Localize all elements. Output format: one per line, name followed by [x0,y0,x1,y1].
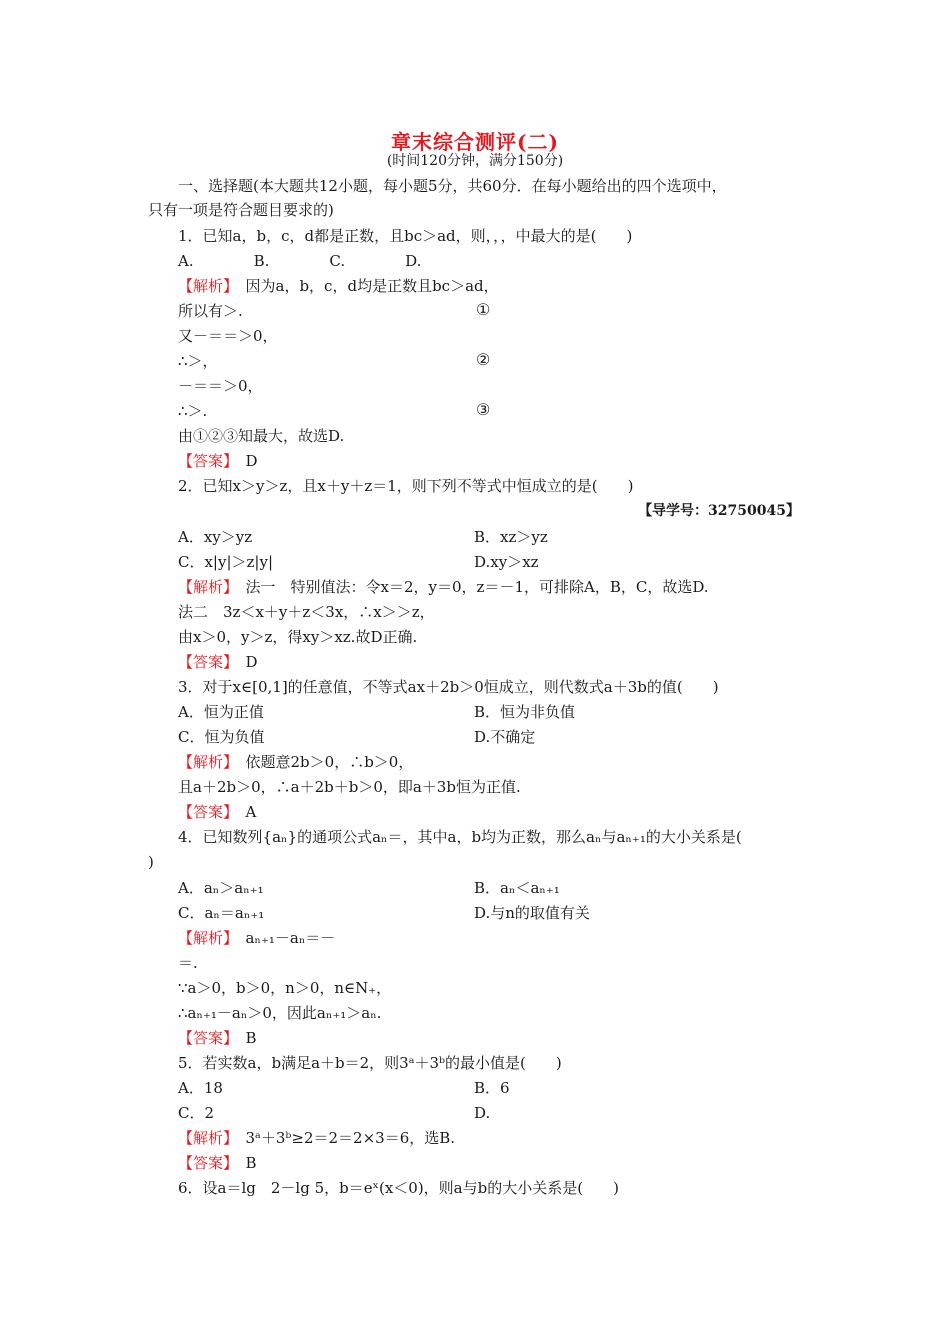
q3-option-b: B．恒为非负值 [474,703,576,721]
q1-analysis-line4: ∴＞， [178,352,218,370]
q1-stem: 1．已知a，b，c，d都是正数，且bc＞ad，则，，，中最大的是( ) [178,227,633,245]
q2-option-d: D.xy＞xz [474,553,539,571]
q2-stem: 2．已知x＞y＞z，且x＋y＋z＝1，则下列不等式中恒成立的是( ) [178,477,634,495]
q5-option-a: A．18 [178,1079,223,1097]
q2-option-b: B．xz＞yz [474,528,548,546]
q5-option-c: C．2 [178,1104,215,1122]
q5-option-d: D. [474,1104,491,1122]
q4-option-d: D.与n的取值有关 [474,904,590,922]
section-heading-line2: 只有一项是符合题目要求的) [148,201,334,219]
q1-marker-2: ② [476,350,491,369]
q1-analysis-line6: ∴＞. [178,402,208,420]
q1-marker-3: ③ [476,400,491,419]
q3-analysis-line1: 【解析】 依题意2b＞0，∴b＞0， [178,753,414,771]
q4-analysis-line3: ∵a＞0，b＞0，n＞0，n∈N₊， [178,979,392,997]
q2-answer: 【答案】 D [178,653,258,671]
q1-analysis-line3: 又－＝＝＞0， [178,327,278,345]
page-subtitle: (时间120分钟，满分150分) [386,153,564,169]
answer-tag: 【答案】 [178,452,231,470]
q4-option-a: A．aₙ＞aₙ₊₁ [178,879,264,897]
q4-stem-line2: ) [148,853,154,871]
page-title: 章末综合测评(二) [391,130,559,154]
q4-stem-line1: 4．已知数列{aₙ}的通项公式aₙ＝，其中a，b均为正数，那么aₙ与aₙ₊₁的大小关系是( [178,828,742,846]
q2-reference: 【导学号：32750045】 [638,503,800,519]
q4-analysis-line2: ＝. [178,954,198,972]
q3-option-d: D.不确定 [474,728,536,746]
q3-option-c: C．恒为负值 [178,728,265,746]
q1-options: A. B. C. D. [178,252,422,270]
q1-analysis-line5: －＝＝＞0， [178,377,263,395]
q3-analysis-line2: 且a＋2b＞0，∴a＋2b＋b＞0，即a＋3b恒为正值. [178,778,521,796]
q4-analysis-line1: 【解析】 aₙ₊₁－aₙ＝－ [178,929,336,947]
analysis-tag: 【解析】 [178,277,231,295]
q5-analysis-line1: 【解析】 3ᵃ＋3ᵇ≥2＝2＝2×3＝6，选B. [178,1129,456,1147]
q2-analysis-line1: 【解析】 法一 特别值法：令x＝2，y＝0，z＝－1，可排除A，B，C，故选D. [178,578,709,596]
q3-answer: 【答案】 A [178,803,257,821]
q5-option-b: B．6 [474,1079,510,1097]
q4-option-c: C．aₙ＝aₙ₊₁ [178,904,265,922]
q1-analysis-line7: 由①②③知最大，故选D. [178,427,345,445]
section-heading-line1: 一、选择题(本大题共12小题，每小题5分，共60分．在每小题给出的四个选项中， [178,177,727,195]
q2-analysis-line2: 法二 3z＜x＋y＋z＜3x，∴x＞＞z， [178,603,435,621]
q2-option-a: A．xy＞yz [178,528,253,546]
q1-marker-1: ① [476,300,491,319]
q3-option-a: A．恒为正值 [178,703,264,721]
q1-answer: 【答案】 D [178,452,258,470]
q3-stem: 3．对于x∈[0,1]的任意值，不等式ax＋2b＞0恒成立，则代数式a＋3b的值( ) [178,678,719,696]
q1-analysis-line2: 所以有＞. [178,302,243,320]
q2-option-c: C．x|y|＞z|y| [178,553,274,571]
q5-stem: 5．若实数a，b满足a＋b＝2，则3ᵃ＋3ᵇ的最小值是( ) [178,1054,562,1072]
q6-stem: 6．设a＝lg 2－lg 5，b＝eˣ(x＜0)，则a与b的大小关系是( ) [178,1179,619,1197]
q4-option-b: B．aₙ＜aₙ₊₁ [474,879,560,897]
q1-analysis-line1: 【解析】 因为a，b，c，d均是正数且bc＞ad， [178,277,499,295]
q4-analysis-line4: ∴aₙ₊₁－aₙ＞0，因此aₙ₊₁＞aₙ. [178,1004,382,1022]
q4-answer: 【答案】 B [178,1029,257,1047]
q5-answer: 【答案】 B [178,1154,257,1172]
q2-analysis-line3: 由x＞0，y＞z，得xy＞xz.故D正确. [178,628,418,646]
